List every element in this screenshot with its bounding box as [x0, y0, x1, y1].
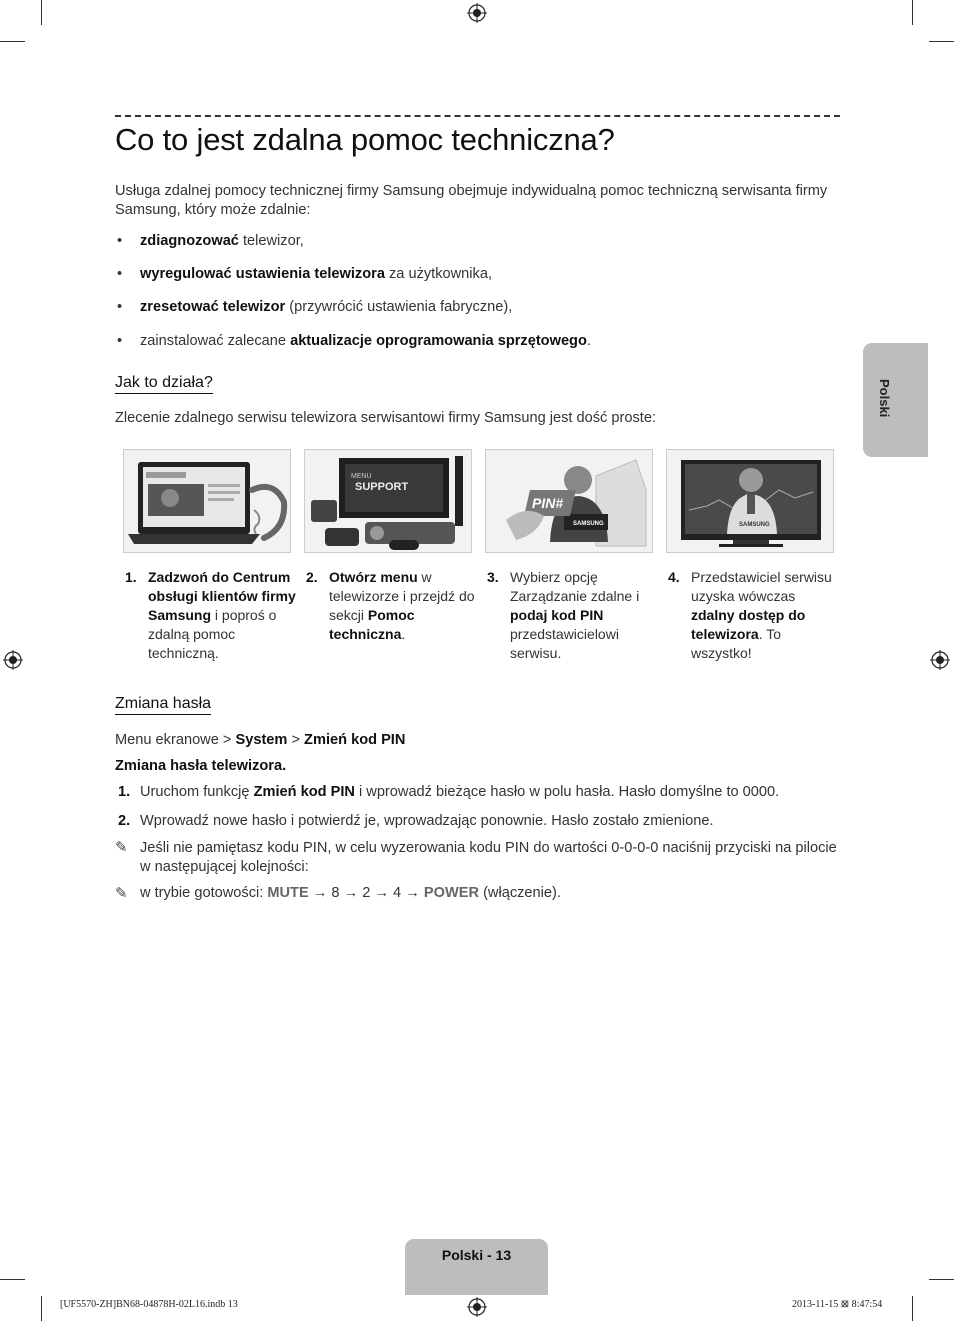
title-divider	[115, 115, 840, 117]
item-text: Wprowadź nowe hasło i potwierdź je, wprowadzając ponownie. Hasło zostało zmienione.	[140, 813, 714, 829]
mute-key-label: MUTE	[267, 885, 309, 901]
menu-path-system: System	[235, 732, 288, 748]
crop-mark	[912, 0, 913, 25]
step-number: 1.	[125, 569, 137, 585]
step-text: .	[401, 626, 406, 642]
step-text: Przedstawiciel serwisu uzyska wówczas	[691, 569, 832, 604]
step-number: 3.	[487, 569, 499, 585]
step-number: 2.	[306, 569, 318, 585]
note-pencil-icon: ✎	[115, 839, 128, 856]
note-text: Jeśli nie pamiętasz kodu PIN, w celu wyzerowania kodu PIN do wartości 0-0-0-0 naciśnij przyciski na pilocie w następującej kolejności:	[140, 840, 837, 875]
bullet-text: telewizor,	[238, 233, 304, 249]
crop-mark	[41, 0, 42, 25]
page-title: Co to jest zdalna pomoc techniczna?	[115, 122, 615, 157]
crop-mark	[41, 1296, 42, 1321]
page-number-tab	[405, 1239, 548, 1295]
bullet-icon: •	[117, 266, 123, 282]
bullet-text: za użytkownika,	[384, 266, 493, 282]
bullet-icon: •	[117, 233, 123, 249]
section-heading-change: Zmiana hasła	[115, 695, 211, 715]
side-tab-label: Polski	[877, 379, 892, 418]
crop-mark	[929, 41, 954, 42]
bullet-bold: zdiagnozować	[140, 233, 239, 249]
bullet-bold: aktualizacje oprogramowania sprzętowego	[290, 333, 587, 349]
bullet-icon: •	[117, 333, 123, 349]
menu-label: MENU	[351, 473, 372, 480]
bullet-text: (przywrócić ustawienia fabryczne),	[285, 299, 513, 315]
how-text: Zlecenie zdalnego serwisu telewizora serwisantowi firmy Samsung jest dość proste:	[115, 410, 657, 426]
samsung-logo-text: SAMSUNG	[573, 521, 604, 527]
registration-mark-icon	[467, 1297, 487, 1317]
bullet-text: zainstalować zalecane	[140, 333, 291, 349]
registration-mark-icon	[930, 650, 950, 670]
bullet-icon: •	[117, 299, 123, 315]
step-bold: Otwórz menu	[329, 569, 418, 585]
step-text: w telewizorze i przejdź do sekcji	[329, 569, 475, 623]
item-number: 1.	[118, 784, 131, 800]
item-text: Uruchom funkcję	[140, 784, 254, 800]
step-text: i poproś o zdalną pomoc techniczną.	[148, 607, 277, 661]
step-text: . To wszystko!	[691, 626, 782, 661]
menu-path-text: Menu ekranowe >	[115, 732, 236, 748]
menu-path	[115, 731, 405, 750]
bullet-bold: zresetować telewizor	[140, 299, 286, 315]
note-text: w trybie gotowości:	[140, 885, 268, 901]
page-number: Polski - 13	[441, 1247, 512, 1263]
item-text: i wprowadź bieżące hasło w polu hasła. Hasło domyślne to 0000.	[354, 784, 780, 800]
step-bold: zdalny dostęp do telewizora	[691, 607, 806, 642]
menu-path-separator: >	[287, 732, 305, 748]
section-heading-how: Jak to działa?	[115, 374, 213, 394]
slug-filename: [UF5570-ZH]BN68-04878H-02L16.indb 13	[60, 1299, 238, 1310]
illustration-tv-agent	[666, 449, 834, 553]
support-label: SUPPORT	[355, 481, 409, 493]
step-bold: Zadzwoń do Centrum obsługi klientów firmy Samsung	[148, 569, 296, 623]
crop-mark	[929, 1279, 954, 1280]
step-bold: Pomoc techniczna	[329, 607, 415, 642]
key-sequence: → 8 → 2 → 4 →	[308, 885, 424, 901]
illustration-phone-laptop	[123, 449, 291, 553]
registration-mark-icon	[3, 650, 23, 670]
step-number: 4.	[668, 569, 680, 585]
change-subheading: Zmiana hasła telewizora.	[115, 758, 287, 774]
step-text: przedstawicielowi serwisu.	[510, 626, 619, 661]
step-bold: podaj kod PIN	[510, 607, 604, 623]
registration-mark-icon	[467, 3, 487, 23]
note-sequence	[140, 884, 561, 903]
pin-label: PIN#	[532, 495, 564, 511]
crop-mark	[912, 1296, 913, 1321]
bullet-bold: wyregulować ustawienia telewizora	[140, 266, 385, 282]
menu-path-pin: Zmień kod PIN	[304, 732, 406, 748]
bullet-text: .	[586, 333, 591, 349]
intro-text: Usługa zdalnej pomocy technicznej firmy Samsung obejmuje indywidualną pomoc techniczną serwisanta firmy Samsung, który może zdalnie:	[115, 183, 828, 218]
language-side-tab	[863, 343, 928, 457]
crop-mark	[0, 1279, 25, 1280]
samsung-logo-text: SAMSUNG	[739, 522, 770, 528]
power-key-label: POWER	[423, 885, 480, 901]
crop-mark	[0, 41, 25, 42]
step-text: Wybierz opcję Zarządzanie zdalne i	[510, 569, 640, 604]
illustration-menu-support	[304, 449, 472, 553]
slug-timestamp: 2013-11-15 ⊠ 8:47:54	[792, 1299, 883, 1310]
note-text: (włączenie).	[479, 885, 561, 901]
item-number: 2.	[118, 813, 131, 829]
note-pencil-icon: ✎	[115, 885, 128, 902]
illustration-pin-agent	[485, 449, 653, 553]
item-bold: Zmień kod PIN	[253, 784, 355, 800]
